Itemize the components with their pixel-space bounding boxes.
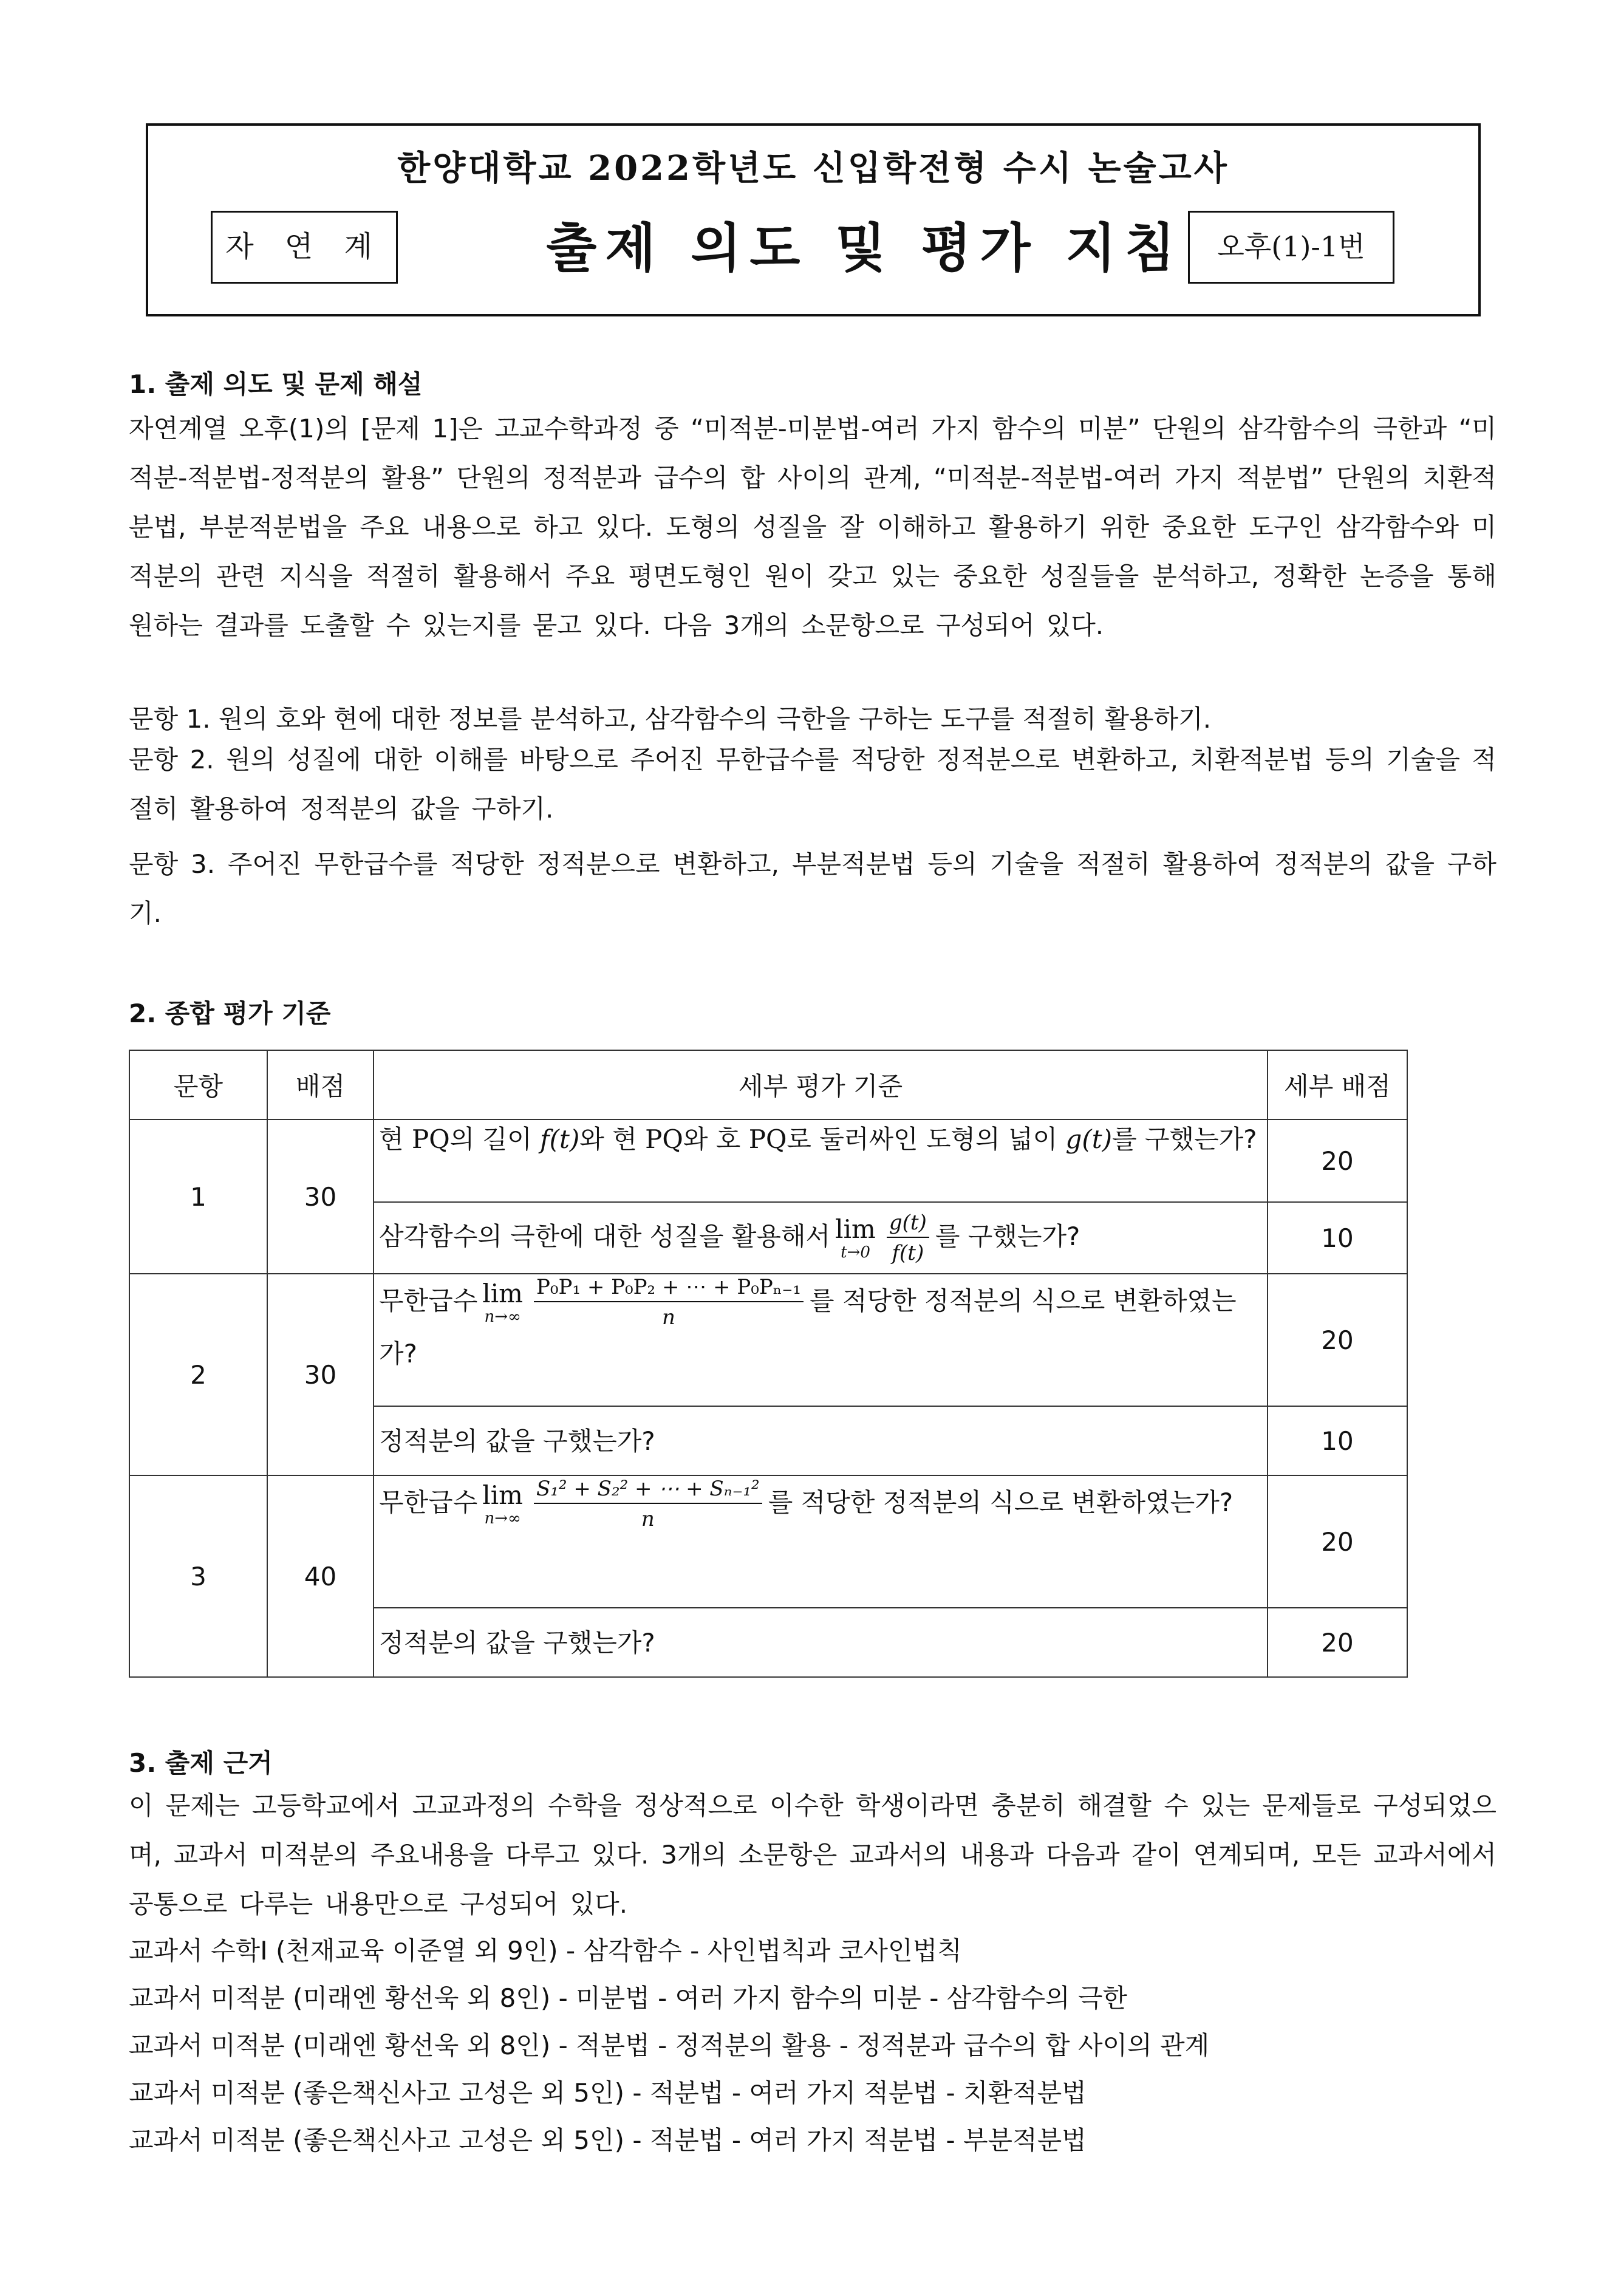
category-tag: 자 연 계: [211, 211, 398, 284]
section-1-body: 자연계열 오후(1)의 [문제 1]은 고교수학과정 중 “미적분-미분법-여러 가지 함수의 미분” 단원의 삼각함수의 극한과 “미적분-적분법-정적분의 활용” 단원의 정적분과 급수의 합 사이의 관계, “미적분-적분법-여러 가지 적분법” 단원의 치환적분법, 부분적분법을 주요 내용으로 하고 있다. 도형의 성질을 잘 이해하고 활용하기 위한 중요한 도구인 삼각함수와 미적분의 관련 지식을 적절히 활용해서 주요 평면도형인 원이 갖고 있는 중요한 성질들을 분석하고, 정확한 논증을 통해 원하는 결과를 도출할 수 있는지를 묻고 있다. 다음 3개의 소문항으로 구성되어 있다.: [129, 414, 1496, 640]
item-score: 40: [267, 1475, 374, 1677]
criteria-cell: 현 PQ의 길이 f(t)와 현 PQ와 호 PQ로 둘러싸인 도형의 넓이 g(t)를 구했는가?: [374, 1119, 1268, 1202]
section-1-item-3: 문항 3. 주어진 무한급수를 적당한 정적분으로 변환하고, 부분적분법 등의 기술을 적절히 활용하여 정적분의 값을 구하기.: [129, 849, 1496, 928]
limit-notation: lim n→∞: [482, 1480, 523, 1528]
item-number: 2: [129, 1274, 267, 1475]
reference-line: 교과서 미적분 (좋은책신사고 고성은 외 5인) - 적분법 - 여러 가지 적분법 - 치환적분법: [129, 2078, 1087, 2108]
section-3-heading: 3. 출제 근거: [129, 1748, 273, 1778]
reference-line: 교과서 미적분 (미래엔 황선욱 외 8인) - 미분법 - 여러 가지 함수의 미분 - 삼각함수의 극한: [129, 1983, 1128, 2013]
reference-line: 교과서 미적분 (좋은책신사고 고성은 외 5인) - 적분법 - 여러 가지 적분법 - 부분적분법: [129, 2125, 1087, 2155]
section-1-item-1: 문항 1. 원의 호와 현에 대한 정보를 분석하고, 삼각함수의 극한을 구하는 도구를 적절히 활용하기.: [129, 704, 1212, 734]
section-1-heading: 1. 출제 의도 및 문제 해설: [129, 369, 423, 399]
section-2-heading: 2. 종합 평가 기준: [129, 999, 331, 1028]
table-row: [129, 1274, 1407, 1406]
header-score: 배점: [267, 1050, 374, 1119]
evaluation-table: [129, 1050, 1408, 1678]
criteria-points: 20: [1268, 1274, 1407, 1406]
limit-notation: lim t→0: [835, 1214, 876, 1262]
criteria-points: 20: [1268, 1119, 1407, 1202]
criteria-cell: 삼각함수의 극한에 대한 성질을 활용해서 lim t→0 $\frac{g(t)}{f(t)}$ 를 구했는가?: [374, 1202, 1268, 1274]
criteria-points: 10: [1268, 1202, 1407, 1274]
fraction: $\frac{\text{P₀P₁ + P₀P₂ + ⋯ + P₀Pₙ₋₁}}{n}$: [534, 1277, 804, 1328]
item-number: 3: [129, 1475, 267, 1677]
criteria-points: 20: [1268, 1608, 1407, 1677]
criteria-cell: 무한급수 lim n→∞ $\frac{\text{S₁² + S₂² + ⋯ + Sₙ₋₁²}}{n}$ 를 적당한 정적분의 식으로 변환하였는가?: [374, 1475, 1268, 1608]
reference-line: 교과서 미적분 (미래엔 황선욱 외 8인) - 적분법 - 정적분의 활용 - 정적분과 급수의 합 사이의 관계: [129, 2031, 1210, 2060]
fraction: $\frac{g(t)}{f(t)}$: [887, 1212, 929, 1264]
header-criteria: 세부 평가 기준: [374, 1050, 1268, 1119]
section-3-body: 이 문제는 고등학교에서 고교과정의 수학을 정상적으로 이수한 학생이라면 충분히 해결할 수 있는 문제들로 구성되었으며, 교과서 미적분의 주요내용을 다루고 있다. 3개의 소문항은 교과서의 내용과 다음과 같이 연계되며, 모든 교과서에서 공통으로 다루는 내용만으로 구성되어 있다.: [129, 1791, 1496, 1919]
header-points: 세부 배점: [1268, 1050, 1407, 1119]
table-header-row: [129, 1050, 1407, 1119]
item-number: 1: [129, 1119, 267, 1274]
criteria-cell: 정적분의 값을 구했는가?: [374, 1406, 1268, 1475]
criteria-cell: 무한급수 lim n→∞ $\frac{\text{P₀P₁ + P₀P₂ + ⋯ + P₀Pₙ₋₁}}{n}$ 를 적당한 정적분의 식으로 변환하였는가?: [374, 1274, 1268, 1406]
reference-line: 교과서 수학I (천재교육 이준열 외 9인) - 삼각함수 - 사인법칙과 코사인법칙: [129, 1936, 962, 1966]
document-title: 출제 의도 및 평가 지침: [546, 217, 1184, 279]
header-box: [146, 123, 1481, 316]
fraction: $\frac{\text{S₁² + S₂² + ⋯ + Sₙ₋₁²}}{n}$: [534, 1478, 762, 1530]
item-score: 30: [267, 1274, 374, 1475]
exam-title: 한양대학교 2022학년도 신입학전형 수시 논술고사: [397, 148, 1229, 188]
criteria-points: 20: [1268, 1475, 1407, 1608]
criteria-points: 10: [1268, 1406, 1407, 1475]
limit-notation: lim n→∞: [482, 1278, 523, 1326]
item-score: 30: [267, 1119, 374, 1274]
table-row: [129, 1119, 1407, 1202]
criteria-cell: 정적분의 값을 구했는가?: [374, 1608, 1268, 1677]
session-tag: 오후(1)-1번: [1188, 211, 1394, 284]
table-row: [129, 1475, 1407, 1608]
header-item: 문항: [129, 1050, 267, 1119]
section-1-item-2: 문항 2. 원의 성질에 대한 이해를 바탕으로 주어진 무한급수를 적당한 정적분으로 변환하고, 치환적분법 등의 기술을 적절히 활용하여 정적분의 값을 구하기.: [129, 745, 1496, 824]
